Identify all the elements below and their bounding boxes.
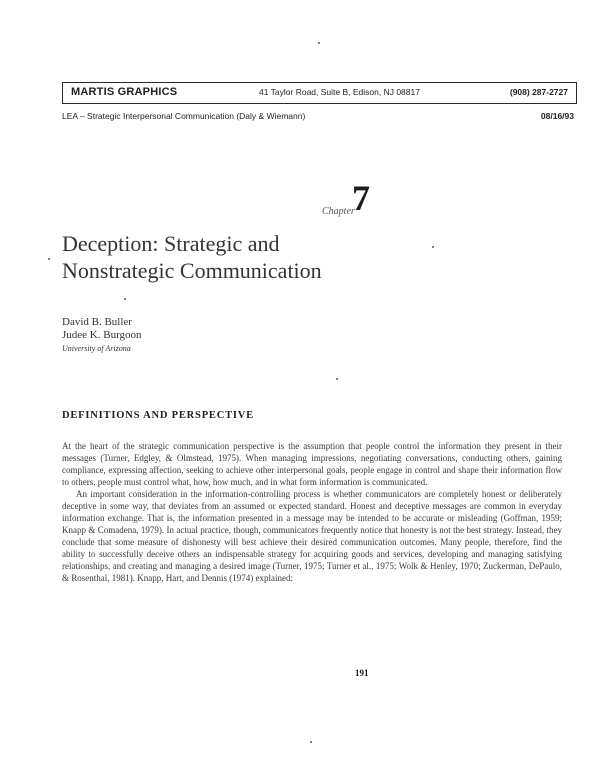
author-name: David B. Buller — [62, 316, 132, 328]
chapter-title-line-1: Deception: Strategic and — [62, 231, 280, 256]
chapter-number: 7 — [352, 178, 370, 218]
job-description: LEA – Strategic Interpersonal Communication (Daly & Wiemann) — [62, 111, 306, 121]
printer-address: 41 Taylor Road, Suite B, Edison, NJ 08817 — [259, 87, 420, 97]
scan-speck — [48, 258, 50, 260]
printer-phone: (908) 287-2727 — [509, 87, 568, 97]
author-affiliation: University of Arizona — [62, 344, 131, 353]
scan-speck — [318, 42, 320, 44]
page-number: 191 — [355, 668, 369, 678]
job-date: 08/16/93 — [540, 111, 574, 121]
scan-speck — [336, 378, 338, 380]
scan-speck — [432, 246, 434, 248]
author-name: Judee K. Burgoon — [62, 329, 142, 341]
body-paragraph: At the heart of the strategic communication perspective is the assumption that people control the information they present in their messages (Turner, Edgley, & Olmstead, 1975). When managing impressions, negotiating conversations, conducting others, gaining compliance, expressing affection, seeking to achieve other interpersonal goals, people engage in control and shape their information flow to others, people must control what, how, how much, and in what form information is communicated. — [62, 441, 562, 487]
chapter-title — [62, 230, 322, 284]
body-paragraph: An important consideration in the information-controlling process is whether communicators are completely honest or deliberately deceptive in some way, that deviates from an assumed or expected standard. Honest and deceptive messages are common in everyday information exchange. That is, the information presented in a message may be intended to be accurate or misleading (Goffman, 1959; Knapp & Comadena, 1979). In actual practice, though, communicators frequently notice that honesty is not the best strategy. Instead, they conclude that some measure of dishonesty will best achieve their desired communication outcomes. Many people, therefore, find the ability to successfully deceive others an indispensable strategy for acquiring goods and services, developing and managing satisfying relationships, and creating and managing a desired image (Turner, 1975; Turner et al., 1975; Wolk & Henley, 1970; Zuckerman, DePaulo, & Rosenthal, 1981). Knapp, Hart, and Dennis (1974) explained: — [62, 489, 562, 583]
printer-company-name: MARTIS GRAPHICS — [71, 86, 178, 98]
chapter-title-line-2: Nonstrategic Communication — [62, 258, 322, 283]
body-text — [62, 440, 562, 584]
section-heading: DEFINITIONS AND PERSPECTIVE — [62, 410, 254, 421]
author-block — [62, 316, 142, 355]
scan-speck — [124, 298, 126, 300]
scan-speck — [310, 741, 312, 743]
chapter-label: Chapter — [322, 206, 355, 217]
printer-header-box — [62, 82, 577, 104]
